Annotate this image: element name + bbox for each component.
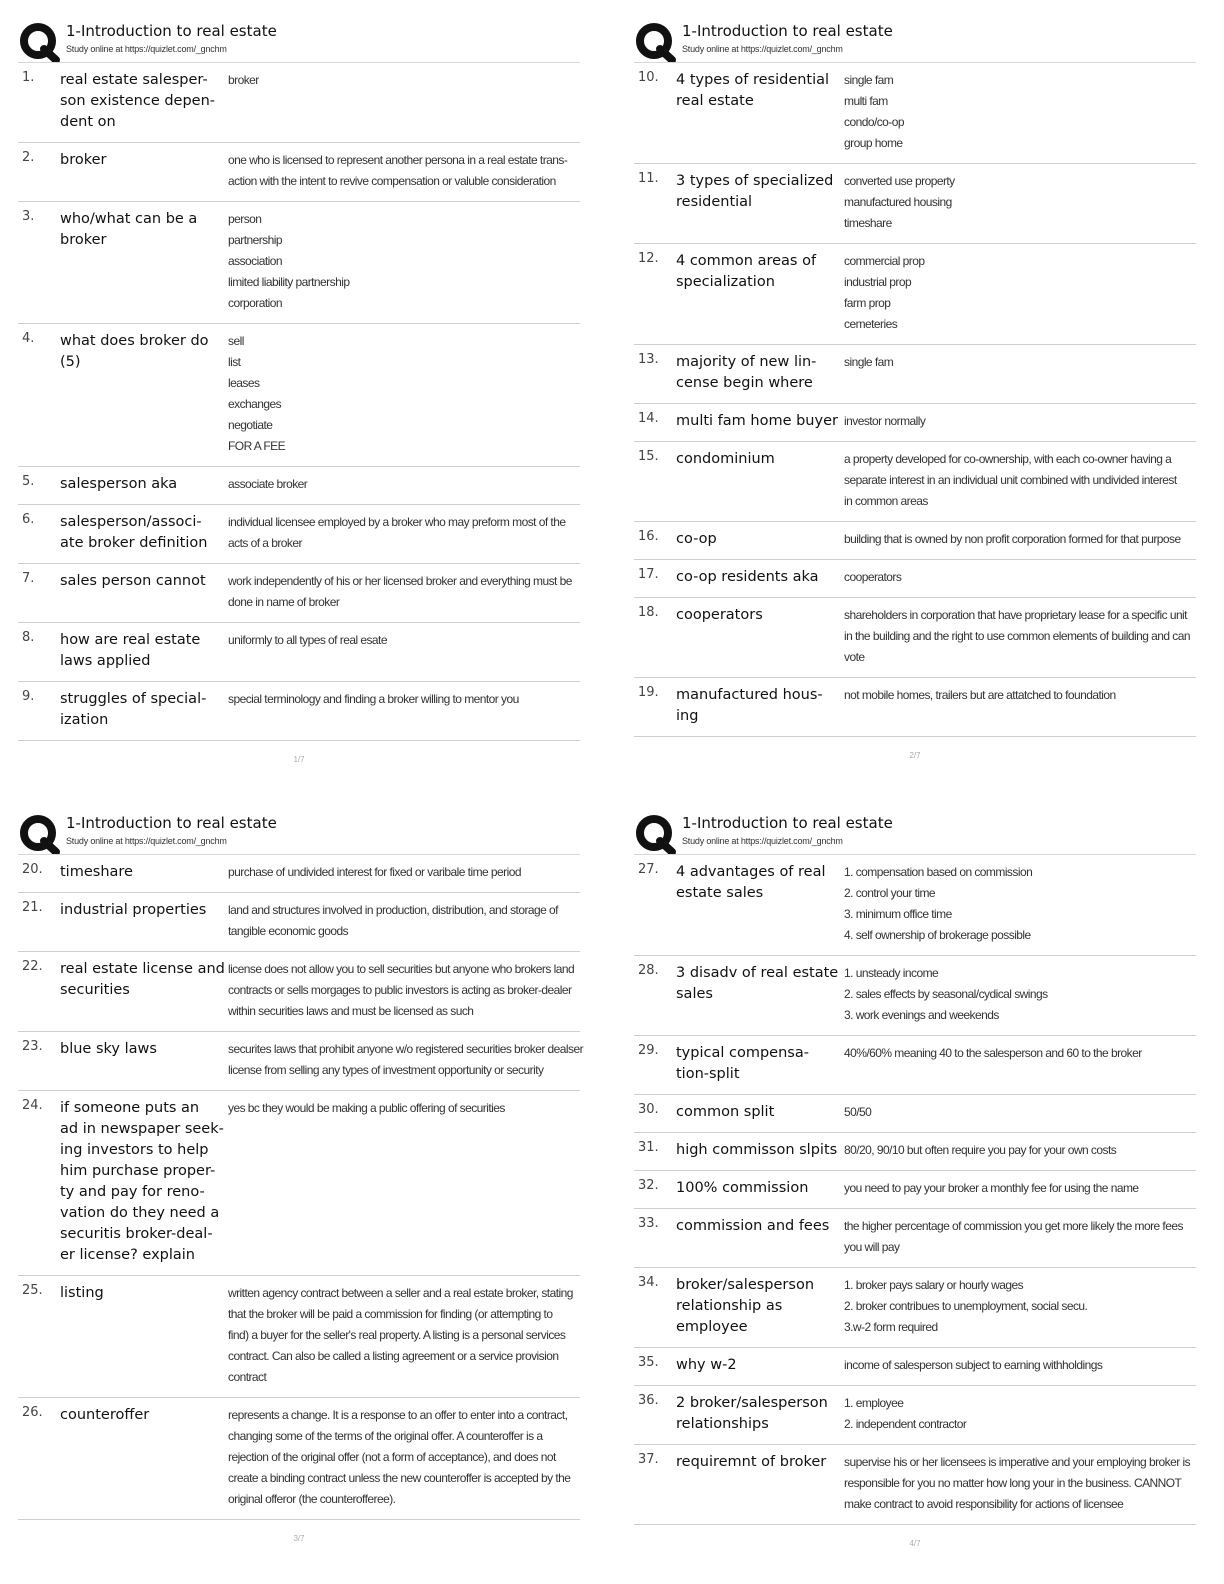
card-definition: building that is owned by non profit corporation formed for that purpose — [844, 532, 1181, 546]
card-definition: 50/50 — [844, 1105, 872, 1119]
card-definition: supervise his or her licensees is imperative and your employing broker is responsible for you no matter how long your in the business. CANNOT make contract to avoid responsibility for actions of licensee — [844, 1455, 1191, 1511]
card-term: what does broker do (5) — [60, 333, 209, 370]
page-header — [18, 18, 580, 62]
card-number: 9. — [22, 689, 35, 704]
card-definition: investor normally — [844, 414, 926, 428]
page-number: 1/7 — [293, 755, 305, 764]
card-definition: shareholders in corporation that have proprietary lease for a specific unit in the building and the right to use common elements of building and can vote — [844, 608, 1190, 664]
card-number: 10. — [638, 70, 659, 85]
card-term: salesperson/associ- ate broker definition — [60, 514, 208, 551]
card-term: 3 disadv of real estate sales — [676, 965, 839, 1002]
card-number: 23. — [22, 1039, 43, 1054]
flashcard-row — [634, 1036, 1196, 1095]
flashcard-row — [634, 442, 1196, 522]
flashcard-row — [18, 1032, 584, 1091]
card-term: if someone puts an ad in newspaper seek- ing investors to help him purchase proper- ty and pay for reno- vation do they need a securitis broker-deal- er license? explain — [60, 1100, 224, 1263]
flashcard-row — [634, 1095, 1196, 1133]
flashcard-row — [18, 1091, 580, 1276]
card-term: why w-2 — [676, 1357, 737, 1373]
flashcard-list — [18, 854, 584, 1520]
quizlet-logo-icon — [634, 22, 678, 62]
card-number: 5. — [22, 474, 35, 489]
card-number: 24. — [22, 1098, 43, 1113]
card-number: 7. — [22, 571, 35, 586]
card-number: 27. — [638, 862, 659, 877]
card-term: sales person cannot — [60, 573, 206, 589]
flashcard-row — [634, 956, 1196, 1036]
flashcard-row — [18, 623, 580, 682]
card-number: 26. — [22, 1405, 43, 1420]
card-term: timeshare — [60, 864, 133, 880]
card-definition: one who is licensed to represent another persona in a real estate trans- action with the intent to revive compensation or valuble consideration — [228, 153, 568, 188]
document-title: 1-Introduction to real estate — [66, 814, 277, 832]
flashcard-row — [634, 63, 1196, 164]
flashcard-row — [18, 63, 580, 143]
card-definition: 80/20, 90/10 but often require you pay for your own costs — [844, 1143, 1117, 1157]
card-definition: single fam multi fam condo/co-op group home — [844, 73, 904, 150]
document-title: 1-Introduction to real estate — [682, 22, 893, 40]
card-number: 32. — [638, 1178, 659, 1193]
card-number: 25. — [22, 1283, 43, 1298]
card-term: condominium — [676, 451, 775, 467]
study-online-link[interactable]: Study online at https://quizlet.com/_gnchm — [66, 836, 227, 846]
quizlet-logo-icon — [18, 22, 62, 62]
card-term: co-op residents aka — [676, 569, 819, 585]
card-number: 30. — [638, 1102, 659, 1117]
document-title: 1-Introduction to real estate — [682, 814, 893, 832]
card-definition: converted use property manufactured housing timeshare — [844, 174, 955, 230]
card-number: 13. — [638, 352, 659, 367]
page-header — [634, 810, 1196, 854]
card-number: 16. — [638, 529, 659, 544]
flashcard-row — [18, 202, 580, 324]
card-number: 35. — [638, 1355, 659, 1370]
card-term: manufactured hous- ing — [676, 687, 823, 724]
card-number: 8. — [22, 630, 35, 645]
page-1 — [18, 18, 580, 764]
flashcard-row — [18, 952, 580, 1032]
flashcard-row — [634, 1209, 1196, 1268]
card-term: commission and fees — [676, 1218, 830, 1234]
flashcard-row — [18, 1276, 580, 1398]
flashcard-row — [18, 564, 580, 623]
card-term: 100% commission — [676, 1180, 809, 1196]
flashcard-list — [634, 62, 1196, 737]
card-term: salesperson aka — [60, 476, 178, 492]
flashcard-row — [634, 522, 1196, 560]
flashcard-row — [634, 164, 1196, 244]
card-number: 37. — [638, 1452, 659, 1467]
card-definition: purchase of undivided interest for fixed or varibale time period — [228, 865, 521, 879]
card-term: broker/salesperson relationship as employee — [676, 1277, 815, 1335]
card-definition: a property developed for co-ownership, with each co-owner having a separate interest in an individual unit combined with undivided interest in common areas — [844, 452, 1177, 508]
card-number: 6. — [22, 512, 35, 527]
card-term: how are real estate laws applied — [60, 632, 201, 669]
card-term: 4 common areas of specialization — [676, 253, 817, 290]
card-definition: represents a change. It is a response to an offer to enter into a contract, changing some of the terms of the original offer. A counteroffer is a rejection of the original offer (not a form of acceptance), and does not create a binding contract unless the new counteroffer is accepted by the original offeror (the counterofferee). — [228, 1408, 571, 1506]
card-term: 4 advantages of real estate sales — [676, 864, 826, 901]
quizlet-logo-icon — [18, 814, 62, 854]
flashcard-row — [634, 1268, 1196, 1348]
card-definition: cooperators — [844, 570, 902, 584]
flashcard-row — [634, 560, 1196, 598]
card-definition: 1. broker pays salary or hourly wages 2. broker contribues to unemployment, social secu. 3.w-2 form required — [844, 1278, 1088, 1334]
study-online-link[interactable]: Study online at https://quizlet.com/_gnchm — [66, 44, 227, 54]
card-definition: single fam — [844, 355, 894, 369]
flashcard-row — [18, 1398, 580, 1520]
card-term: requiremnt of broker — [676, 1454, 827, 1470]
card-term: 2 broker/salesperson relationships — [676, 1395, 828, 1432]
card-number: 2. — [22, 150, 35, 165]
card-term: broker — [60, 152, 107, 168]
card-number: 21. — [22, 900, 43, 915]
flashcard-row — [18, 893, 580, 952]
card-term: 4 types of residential real estate — [676, 72, 830, 109]
card-definition: yes bc they would be making a public offering of securities — [228, 1101, 505, 1115]
page-number: 4/7 — [909, 1539, 921, 1548]
card-number: 31. — [638, 1140, 659, 1155]
card-definition: income of salesperson subject to earning withholdings — [844, 1358, 1103, 1372]
flashcard-row — [18, 505, 580, 564]
page-number: 3/7 — [293, 1534, 305, 1543]
study-online-link[interactable]: Study online at https://quizlet.com/_gnchm — [682, 836, 843, 846]
card-definition: work independently of his or her licensed broker and everything must be done in name of broker — [228, 574, 572, 609]
card-definition: you need to pay your broker a monthly fee for using the name — [844, 1181, 1139, 1195]
card-term: 3 types of specialized residential — [676, 173, 834, 210]
card-number: 17. — [638, 567, 659, 582]
flashcard-list — [634, 854, 1196, 1525]
page-number: 2/7 — [909, 751, 921, 760]
card-term: listing — [60, 1285, 104, 1301]
flashcard-row — [634, 345, 1196, 404]
card-definition: the higher percentage of commission you get more likely the more fees you will pay — [844, 1219, 1183, 1254]
card-term: blue sky laws — [60, 1041, 157, 1057]
flashcard-row — [634, 1386, 1196, 1445]
card-definition: commercial prop industrial prop farm prop cemeteries — [844, 254, 925, 331]
card-term: cooperators — [676, 607, 763, 623]
card-definition: associate broker — [228, 477, 308, 491]
flashcard-row — [18, 143, 580, 202]
card-term: multi fam home buyer — [676, 413, 838, 429]
flashcard-row — [18, 682, 580, 741]
card-term: struggles of special- ization — [60, 691, 207, 728]
card-number: 3. — [22, 209, 35, 224]
card-number: 15. — [638, 449, 659, 464]
card-definition: 40%/60% meaning 40 to the salesperson and 60 to the broker — [844, 1046, 1142, 1060]
card-number: 28. — [638, 963, 659, 978]
card-number: 36. — [638, 1393, 659, 1408]
document-title: 1-Introduction to real estate — [66, 22, 277, 40]
card-term: co-op — [676, 531, 717, 547]
card-term: typical compensa- tion-split — [676, 1045, 809, 1082]
page-header — [634, 18, 1196, 62]
card-definition: special terminology and finding a broker willing to mentor you — [228, 692, 519, 706]
card-number: 22. — [22, 959, 43, 974]
flashcard-row — [634, 404, 1196, 442]
card-term: industrial properties — [60, 902, 207, 918]
card-number: 29. — [638, 1043, 659, 1058]
card-term: high commisson slpits — [676, 1142, 838, 1158]
flashcard-row — [18, 467, 580, 505]
card-definition: broker — [228, 73, 259, 87]
card-number: 1. — [22, 70, 35, 85]
card-term: who/what can be a broker — [60, 211, 198, 248]
page-3 — [18, 810, 584, 1543]
card-number: 20. — [22, 862, 43, 877]
flashcard-row — [18, 855, 580, 893]
flashcard-row — [634, 244, 1196, 345]
card-number: 18. — [638, 605, 659, 620]
card-number: 34. — [638, 1275, 659, 1290]
card-term: real estate salesper- son existence depen- dent on — [60, 72, 216, 130]
card-number: 11. — [638, 171, 659, 186]
card-term: majority of new lin- cense begin where — [676, 354, 817, 391]
flashcard-row — [634, 598, 1196, 678]
card-number: 14. — [638, 411, 659, 426]
flashcard-row — [634, 678, 1196, 737]
flashcard-row — [634, 1445, 1196, 1525]
card-definition: sell list leases exchanges negotiate FOR A FEE — [228, 334, 286, 453]
page-4 — [634, 810, 1196, 1548]
card-definition: not mobile homes, trailers but are attatched to foundation — [844, 688, 1116, 702]
card-number: 19. — [638, 685, 659, 700]
card-definition: license does not allow you to sell securities but anyone who brokers land contracts or sells morgages to public investors is acting as broker-dealer within securities laws and must be licensed as such — [228, 962, 575, 1018]
page-header — [18, 810, 580, 854]
page-2 — [634, 18, 1196, 760]
flashcard-row — [634, 855, 1196, 956]
card-number: 33. — [638, 1216, 659, 1231]
card-definition: 1. compensation based on commission 2. control your time 3. minimum office time 4. self ownership of brokerage possible — [844, 865, 1033, 942]
card-term: counteroffer — [60, 1407, 150, 1423]
flashcard-row — [634, 1171, 1196, 1209]
card-definition: 1. employee 2. independent contractor — [844, 1396, 967, 1431]
flashcard-row — [18, 324, 580, 467]
flashcard-row — [634, 1348, 1196, 1386]
card-definition: land and structures involved in production, distribution, and storage of tangible economic goods — [228, 903, 558, 938]
card-definition: 1. unsteady income 2. sales effects by seasonal/cydical swings 3. work evenings and weekends — [844, 966, 1048, 1022]
card-term: common split — [676, 1104, 775, 1120]
card-definition: uniformly to all types of real esate — [228, 633, 387, 647]
card-number: 4. — [22, 331, 35, 346]
flashcard-row — [634, 1133, 1196, 1171]
card-term: real estate license and securities — [60, 961, 225, 998]
quizlet-logo-icon — [634, 814, 678, 854]
card-definition: securites laws that prohibit anyone w/o registered securities broker dealser license from selling any types of investment opportunity or security — [228, 1042, 584, 1077]
card-number: 12. — [638, 251, 659, 266]
flashcard-list — [18, 62, 580, 741]
study-online-link[interactable]: Study online at https://quizlet.com/_gnchm — [682, 44, 843, 54]
card-definition: person partnership association limited liability partnership corporation — [228, 212, 350, 310]
card-definition: written agency contract between a seller and a real estate broker, stating that the broker will be paid a commission for finding (or attempting to find) a buyer for the seller's real property. A listing is a personal services contract. Can also be called a listing agreement or a service provision contract — [228, 1286, 573, 1384]
card-definition: individual licensee employed by a broker who may preform most of the acts of a broker — [228, 515, 566, 550]
